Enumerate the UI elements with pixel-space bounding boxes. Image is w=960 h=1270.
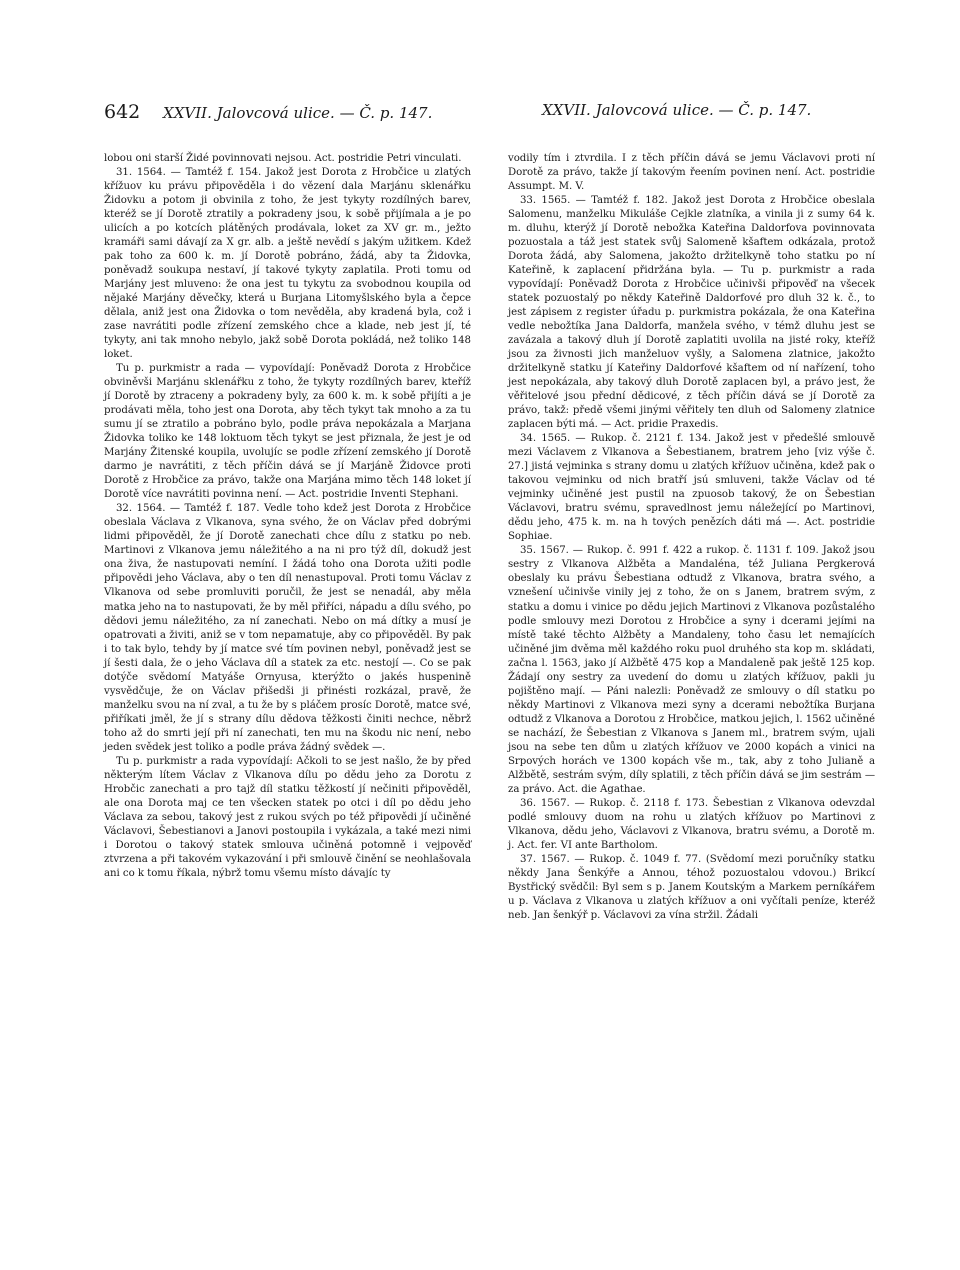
paragraph: 36. 1567. — Rukop. č. 2118 f. 173. Šebestian z Vlkanova odevzdal podlé smlouvy duom na rohu u zlatých křížuov po Martinovi z Vlkanova, dědu jeho, Václavovi z Vlkanova, bratru svému, a Dorotě m. j. Act. fer. VI ante Bartholom. — [508, 797, 875, 851]
paragraph: Tu p. purkmistr a rada — vypovídají: Poněvadž Dorota z Hrobčice obviněvši Marjánu sklenářku z toho, že tykyty rozdílných barev, kteříž jí Dorotě by ztraceny a pokradeny byly, za 600 k. m. k sobě přijíti a je prodávati měla, toho jest ona Dorota, aby těch tykyt tak mnoho a za tu sumu jí se ztratilo a pobráno bylo, podle práva nepokázala a Marjana Židovka toliko ke 148 loktuom těch tykyt se jest přiznala, že jest je od Marjány Žitenské koupila, uvolujíc se podle zřízení zemského jí Dorotě darmo je navrátiti, z těch příčin dává se jí Marjáně Židovce proti Dorotě z Hrobčice za právo, takže ona Marjána mimo těch 148 loket jí Dorotě více navrátiti povinna není. — Act. postridie Inventi Stephani. — [104, 363, 471, 501]
paragraph: 37. 1567. — Rukop. č. 1049 f. 77. (Svědomí mezi poručníky statku někdy Jana Šenkýře a Annou, téhož pozuostalou vdovou.) Brikcí Bystřický svědčil: Byl sem s p. Janem Koutským a Markem perníkářem u p. Václava z Vlkanova u zlatých křížuov a oni vyčítali peníze, kteréž neb. Jan šenkýř p. Václavovi za vína stržil. Žádali — [508, 853, 875, 921]
paragraph: vodily tím i ztvrdila. I z těch příčin dává se jemu Václavovi proti ní Dorotě za právo, takže jí takovým řeením povinen není. Act. postridie Assumpt. M. V. — [508, 153, 875, 193]
paragraph: 35. 1567. — Rukop. č. 991 f. 422 a rukop. č. 1131 f. 109. Jakož jsou sestry z Vlkanova Alžběta a Mandaléna, též Juliana Pergkerová obeslaly ku právu Šebestiana odtudž z Vlkanova, bratra svého, a vznešení učinivše vinily jej z toho, že on s Janem, bratrem svým, z statku a domu i vinice po dědu jejich Martinovi z Vlkanova pozůstalého podle smlouvy mezi Dorotou z Hrobčice a syny i dcerami jejími na místě také těchto Alžběty a Mandaleny, toho času let nemajících učiněné jim dvěma měl každého roku puol druhého sta kop m. skládati, začna l. 1563, jako jí Alžbětě 475 kop a Mandaleně pak ještě 125 kop. Žádají ony sestry za uvedení do domu u zlatých křížuov, pakli ju pojištěno mají. — Páni nalezli: Poněvadž ze smlouvy o díl statku po někdy Martinovi z Vlkanova mezi syny a dcerami nebožtíka Burjana odtudž z Vlkanova a Dorotou z Hrobčice, matkou jejich, l. 1562 učiněné se nachází, že Šebestian z Vlkanova s Janem ml., bratrem svým, ujali jsou na sebe ten dům u zlatých křížuov ve 2000 kopách a vinici na Srpových horách ve 1300 kopách vše m., tak, aby z toho Julianě a Alžbětě, sestrám svým, díly splatili, z těch příčin dává se jim sestrám — za právo. Act. die Agathae. — [508, 545, 875, 795]
header-title-left: XXVII. Jalovcová ulice. — Č. p. 147. — [163, 104, 433, 122]
paragraph: 32. 1564. — Tamtéž f. 187. Vedle toho kdež jest Dorota z Hrobčice obeslala Václava z Vlkanova, syna svého, že on Václav před dobrými lidmi připověděl, že jí Dorotě zanechati chce dílu z statku po neb. Martinovi z Vlkanova jemu náležitého a na ni pro týž díl, dokudž jest ona živa, že nastupovati nemíní. I žádá toho ona Dorota užiti podle připovědi jeho Václava, aby o ten díl nenastupoval. Proti tomu Václav z Vlkanova od sebe promluviti poručil, že jest se nenadál, aby měla matka jeho na to nastupovati, že by měl přiříci, nápadu a dílu svého, po dědovi jemu náležitého, za ní zanechati. Nebo on má dítky a musí je opatrovati a živiti, aniž se v tom nepamatuje, aby co připověděl. By pak i to tak bylo, tehdy by jí matce své tím povinen nebyl, poněvadž jest se jí šesti dala, že o jeho Václava díl a statek za etc. nestojí —. Co se pak dotýče svědomí Matyáše Ornyusa, kterýžto o jakés huspenině vysvědčuje, že on Václav přišedši ji přinésti rozkázal, pravě, že manželku svou na ní zval, a tu že by s pláčem prosíc Dorotě, matce své, přiříkati jměl, že jí s strany dílu dědova těžkosti činiti nechce, něbrž toho až do smrti její při ní zanechati, ten mu na škodu nic není, nebo jeden svědek jest toliko a podle práva žádný svědek —. — [104, 503, 471, 753]
header-title-right: XXVII. Jalovcová ulice. — Č. p. 147. — [542, 101, 812, 119]
paragraph: lobou oni starší Židé povinnovati nejsou. Act. postridie Petri vinculati. — [104, 153, 462, 164]
paragraph: 34. 1565. — Rukop. č. 2121 f. 134. Jakož jest v předešlé smlouvě mezi Václavem z Vlkanova a Šebestianem, bratrem jeho [viz výše č. 27.] jistá vejminka s strany domu u zlatých křížuov učiněna, kdež pak o takovou vejminku od nich bratří jsú smluveni, takže Václav od té vejminky učiněné jest pustil na zpuosob takový, že on Šebestian Václavovi, bratru svému, spravedlnost jemu náležející po Martinovi, dědu jeho, 475 k. m. na h tových penězích dáti má —. Act. postridie Sophiae. — [508, 433, 875, 543]
page-number: 642 — [104, 101, 141, 123]
running-header-right — [542, 101, 811, 119]
paragraph: 31. 1564. — Tamtéž f. 154. Jakož jest Dorota z Hrobčice u zlatých křížuov ku právu připověděla i do vězení dala Marjánu sklenářku Židovku a potom ji obvinila z toho, že jest tykyty rozdílných barev, kteréž se jí Dorotě ztratily a pokradeny jsou, k sobě přijímala a je po ulicích a po kotcích plátěných prodávala, loket za XV gr. m., ježto kramáři sami dávají za X gr. alb. a ještě nevědí s jakým užitkem. Kdež pak toho za 600 k. m. jí Dorotě pobráno, žádá, aby ta Židovka, poněvadž soukupa nestaví, jí takové tykyty zaplatila. Proti tomu od Marjány jest mluveno: že ona jest tu tykytu za svobodnou koupila od nějaké Marjány děvečky, která u Burjana Litomyšlského byla a čepce dělala, aniž jest ona Židovka o tom nevěděla, aby kradená byla, což i zase navrátiti podle zřízení zemského chce a klade, neb jest jí, té tykyty, ani tak mnoho nebylo, jakž sobě Dorota pokládá, než toliko 148 loket. — [104, 167, 471, 361]
paragraph: 33. 1565. — Tamtéž f. 182. Jakož jest Dorota z Hrobčice obeslala Salomenu, manželku Mikuláše Cejkle zlatníka, a vinila ji z sumy 64 k. m. dluhu, kterýž jí Dorotě nebožka Kateřina Daldorfova povinnovata pozuostala a táž jest statek svůj Salomeně kšaftem odkázala, protož Dorota žádá, aby Salomena, jakožto držitelkyně toho statku po ní Kateřině, k zaplacení přidržána byla. — Tu p. purkmistr a rada vypovídají: Poněvadž Dorota z Hrobčice učinivši připověď na všecek statek pozuostalý po někdy Kateřině Daldorfové pro dluh 32 k. č., to jest zápisem z register úřadu p. purkmistra pokázala, že ona Kateřina vedle nebožtíka Jana Daldorfa, manžela svého, v témž dluhu jest se zavázala a takový dluh jí Dorotě zaplatiti uvolila na jisté roky, kteříž jsou za živnosti jich manželuov vyšly, a Salomena zlatnice, jakožto držitelkyně statku jí Kateřiny Daldorfové kšaftem od ní nařízení, toho jest nepokázala, aby takový dluh Dorotě zaplacen byl, a právo jest, že věřitelové jsou přední dědicové, z těch příčin dává se jí Dorotě za právo, takž: předě všemi jinými věřitely ten dluh od Salomeny zlatnice zaplacen býti má. — Act. pridie Praxedis. — [508, 195, 875, 431]
left-column — [104, 152, 471, 881]
running-header-left — [104, 101, 432, 123]
paragraph: Tu p. purkmistr a rada vypovídají: Ačkoli to se jest našlo, že by před některým lítem Václav z Vlkanova dílu po dědu jeho za Dorotu z Hrobčic zanechati a pro tajž díl statku těžkostí jí nečiniti připověděl, ale ona Dorota maj ce ten všecken statek po otci i díl po dědu jeho Václava za sebou, takový jest z rukou svých po též připovědi jí učiněné Václavovi, Šebestianovi a Janovi postoupila i vykázala, a také mezi nimi i Dorotou o takový statek smlouva učiněná potomně i vejpověď ztvrzena a při takovém vykazování i při smlouvě činění se neohlašovala ani co k tomu říkala, nýbrž tomu všemu místo dávajíc ty — [104, 755, 471, 879]
right-column — [508, 152, 875, 923]
